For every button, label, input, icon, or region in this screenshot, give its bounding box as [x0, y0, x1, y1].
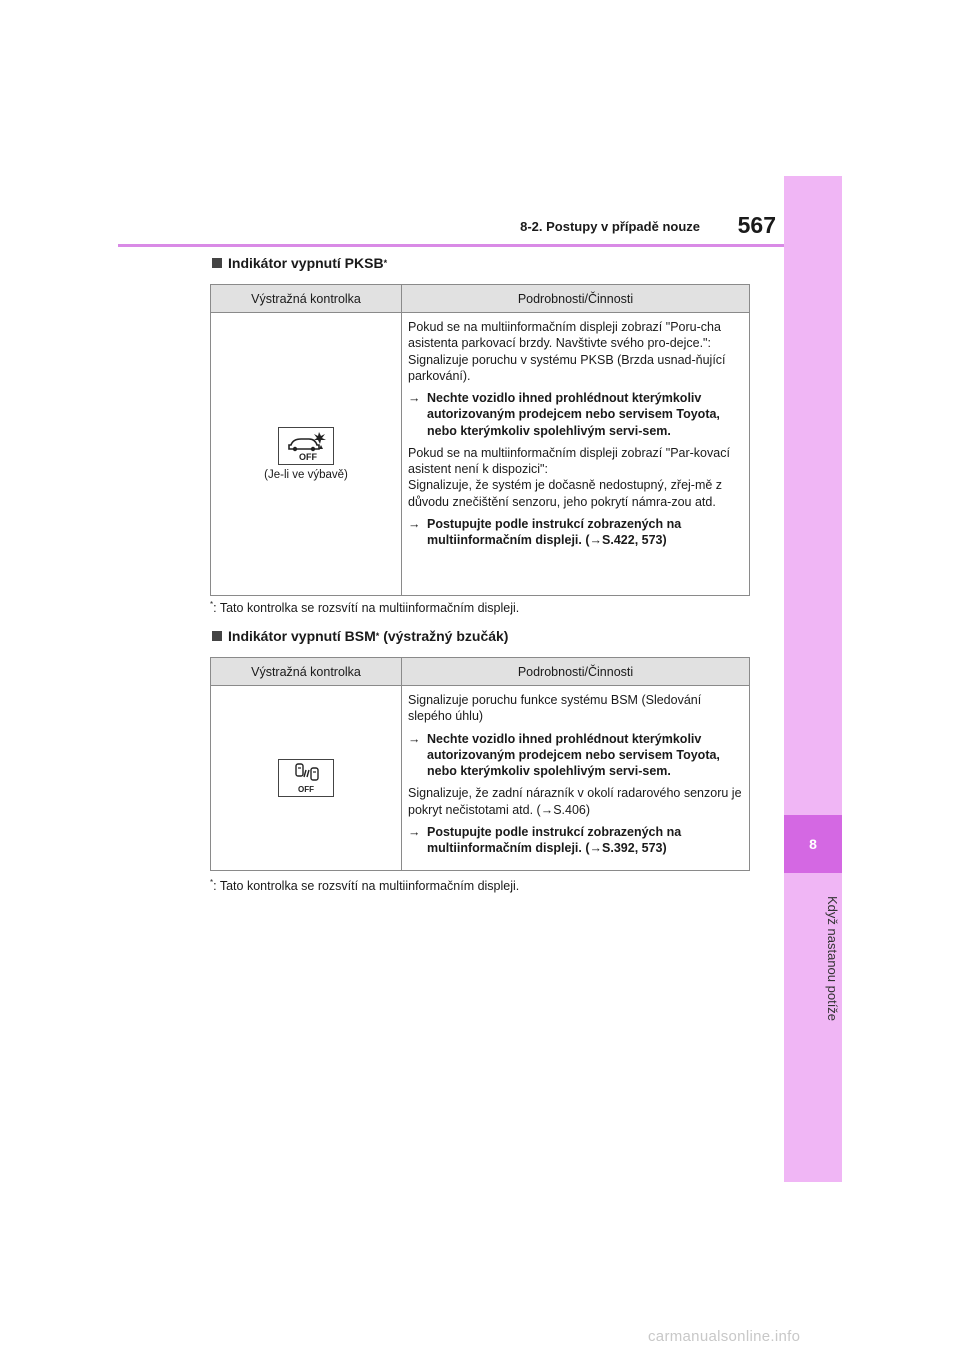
- detail-text: Pokud se na multiinformačním displeji zobrazí "Poru-cha asistenta parkovací brzdy. Navštivte svého pro-dejce.": Signalizuje poruchu v systému PKSB (Brzda usnad-ňující parkování).: [408, 320, 726, 383]
- action-item: → Postupujte podle instrukcí zobrazených na multiinformačním displeji. (→S.392, 573): [408, 824, 682, 855]
- icon-off-text: OFF: [299, 452, 317, 462]
- warning-icon-cell: [211, 686, 402, 871]
- heading-text: Indikátor vypnutí PKSB: [228, 255, 384, 271]
- table-row: [211, 686, 750, 871]
- arrow-icon: →: [408, 824, 421, 839]
- action-item: → Nechte vozidlo ihned prohlédnout kterýmkoliv autorizovaným prodejcem nebo servisem Toyota, nebo kterýmkoliv spolehlivým servi-sem.: [408, 391, 720, 438]
- detail-text: Signalizuje, že zadní nárazník v okolí radarového senzoru je pokryt nečistotami atd. (→S.406): [408, 786, 742, 817]
- arrow-icon: →: [408, 731, 421, 746]
- section-heading-bsm: [212, 628, 508, 644]
- bullet-square-icon: [212, 631, 222, 641]
- arrow-icon: →: [540, 802, 554, 817]
- chapter-label: Když nastanou potíže: [825, 896, 840, 1022]
- column-header-warning: Výstražná kontrolka: [211, 285, 402, 313]
- pksb-off-icon: [278, 427, 334, 465]
- watermark-text: carmanualsonline.info: [648, 1328, 801, 1345]
- footnote: *: Tato kontrolka se rozsvítí na multiinformačním displeji.: [210, 878, 520, 894]
- detail-text: Pokud se na multiinformačním displeji zobrazí "Par-kovací asistent není k dispozici": Signalizuje, že systém je dočasně nedostupný, zřej-mě z důvodu znečištění senzoru, jeho pokrytí námra-zou atd.: [408, 445, 730, 509]
- bsm-warning-table: [210, 657, 750, 871]
- pksb-warning-table: [210, 284, 750, 596]
- icon-off-text: OFF: [298, 785, 314, 794]
- icon-caption: (Je-li ve výbavě): [264, 469, 348, 481]
- footnote: *: Tato kontrolka se rozsvítí na multiinformačním displeji.: [210, 600, 520, 616]
- page-number: 567: [737, 212, 776, 238]
- warning-icon-cell: [211, 313, 402, 596]
- heading-text-tail: (výstražný bzučák): [379, 628, 509, 644]
- footnote-mark: *: [375, 631, 380, 641]
- section-heading-pksb: [212, 255, 387, 271]
- footnote-mark: *: [383, 258, 388, 268]
- table-header-row: [211, 285, 750, 313]
- column-header-details: Podrobnosti/Činnosti: [402, 285, 750, 313]
- detail-text: Signalizuje poruchu funkce systému BSM (Sledování slepého úhlu): [408, 693, 702, 724]
- header-divider: [118, 244, 784, 247]
- heading-text: Indikátor vypnutí BSM: [228, 628, 376, 644]
- page-reference: S.392, 573: [602, 841, 663, 855]
- table-row: [211, 313, 750, 596]
- page-reference: S.422, 573: [602, 533, 663, 547]
- action-item: → Nechte vozidlo ihned prohlédnout kterýmkoliv autorizovaným prodejcem nebo servisem Toyota, nebo kterýmkoliv spolehlivým servi-sem.: [408, 731, 720, 778]
- details-cell: [402, 313, 750, 596]
- bullet-square-icon: [212, 258, 222, 268]
- page-reference: S.406: [553, 802, 586, 817]
- table-header-row: [211, 658, 750, 686]
- arrow-icon: →: [589, 841, 603, 855]
- bsm-off-icon: [278, 759, 334, 797]
- column-header-warning: Výstražná kontrolka: [211, 658, 402, 686]
- arrow-icon: →: [589, 533, 603, 547]
- header-section-title: 8-2. Postupy v případě nouze: [520, 219, 700, 234]
- chapter-number: 8: [784, 815, 842, 873]
- column-header-details: Podrobnosti/Činnosti: [402, 658, 750, 686]
- action-item: → Postupujte podle instrukcí zobrazených na multiinformačním displeji. (→S.422, 573): [408, 516, 682, 547]
- arrow-icon: →: [408, 516, 421, 531]
- arrow-icon: →: [408, 391, 421, 405]
- details-cell: [402, 686, 750, 871]
